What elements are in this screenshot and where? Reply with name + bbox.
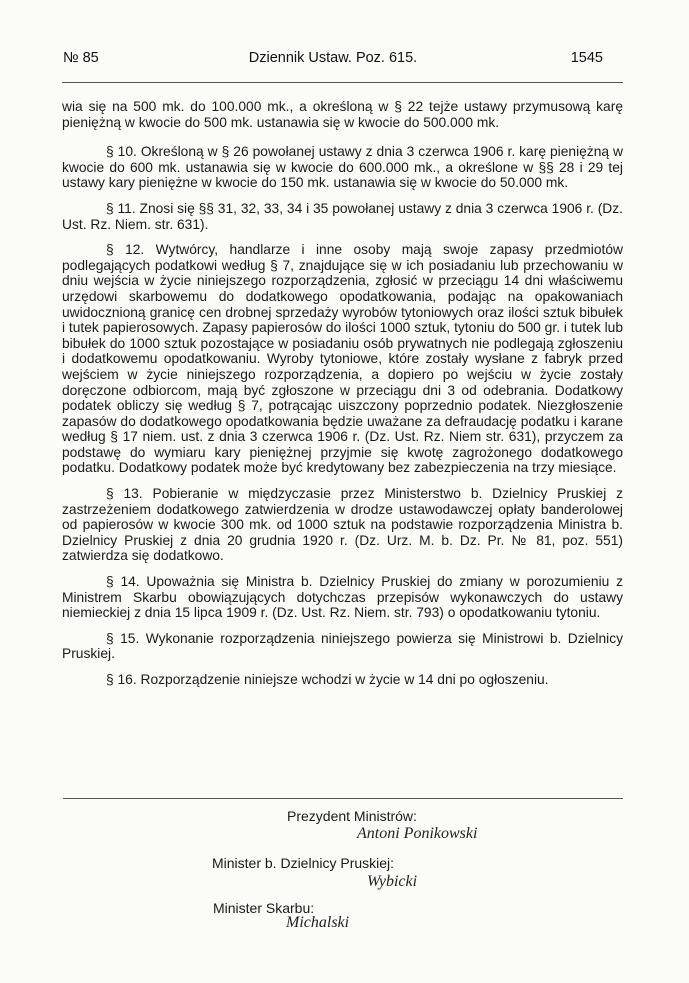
page-number: 1545: [570, 50, 603, 66]
signature-role-minister-treasury: Minister Skarbu:: [213, 900, 315, 916]
paragraph-continuation: wia się na 500 mk. do 100.000 mk., a określoną w § 22 tejże ustawy przymusową karę pieniężną w kwocie do 500 mk. ustanawia się w kwocie do 500.000 mk.: [62, 99, 623, 130]
signature-name-prime-minister: Antoni Ponikowski: [357, 825, 478, 842]
signature-role-minister-prussian-district: Minister b. Dzielnicy Pruskiej:: [212, 855, 395, 871]
paragraph-section-15: § 15. Wykonanie rozporządzenia niniejszego powierza się Ministrowi b. Dzielnicy Pruskiej.: [62, 630, 623, 662]
paragraph-section-11: § 11. Znosi się §§ 31, 32, 33, 34 i 35 powołanej ustawy z dnia 3 czerwca 1906 r. (Dz. Ust. Rz. Niem. str. 631).: [62, 200, 623, 232]
page-header: [63, 50, 603, 72]
paragraph-section-13: § 13. Pobieranie w międzyczasie przez Ministerstwo b. Dzielnicy Pruskiej z zastrzeżeniem dodatkowego zatwierdzenia w drodze ustawodawczej opłaty banderolowej od papierosów w kwocie 300 mk. od 1000 sztuk na podstawie rozporządzenia Ministra b. Dzielnicy Pruskiej z dnia 20 grudnia 1920 r. (Dz. Urz. M. b. Dz. Pr. № 81, poz. 551) zatwierdza się dodatkowo.: [62, 486, 623, 564]
paragraph-section-14: § 14. Upoważnia się Ministra b. Dzielnicy Pruskiej do zmiany w porozumieniu z Ministrem Skarbu obowiązujących dotychczas przepisów wykonawczych do ustawy niemieckiej z dnia 15 lipca 1909 r. (Dz. Ust. Rz. Niem. str. 793) o opodatkowaniu tytoniu.: [62, 574, 623, 621]
journal-title: Dziennik Ustaw. Poz. 615.: [248, 50, 418, 66]
document-body: [62, 99, 623, 698]
signature-role-prime-minister: Prezydent Ministrów:: [287, 808, 417, 824]
paragraph-section-16: § 16. Rozporządzenie niniejsze wchodzi w życie w 14 dni po ogłoszeniu.: [106, 672, 549, 687]
body-end-rule: [63, 798, 623, 799]
paragraph-section-12: § 12. Wytwórcy, handlarze i inne osoby mają swoje zapasy przedmiotów podlegających podatkowi według § 7, znajdujące się w ich posiadaniu lub przechowaniu w dniu wejścia w życie niniejszego rozporządzenia, zgłosić w przeciągu 14 dni właściwemu urzędowi skarbowemu do dodatkowego opodatkowania, podając na opakowaniach uwidocznioną granicę cen drobnej sprzedaży wyrobów tytoniowych oraz ilości sztuk bibułek i tutek papierosowych. Zapasy papierosów do ilości 1000 sztuk, tytoniu do 500 gr. i tutek lub bibułek do 1000 sztuk pozostające w posiadaniu osób prywatnych nie podlegają zgłoszeniu i dodatkowemu opodatkowaniu. Wyroby tytoniowe, które zostały wysłane z fabryk przed wejściem w życie niniejszego rozporządzenia, a dopiero po wejściu w życie zostały doręczone odbiorcom, mają być zgłoszone w przeciągu dni 3 od odebrania. Dodatkowy podatek obliczy się według § 7, potrącając uiszczony poprzednio podatek. Niezgłoszenie zapasów do dodatkowego opodatkowania będzie uważane za defraudację podatku i karane według § 17 niem. ust. z dnia 3 czerwca 1906 r. (Dz. Ust. Rz. Niem str. 631), przyczem za podstawę do wymiaru kary pieniężnej przyjmie się kwotę zagrożonego dodatkowego podatku. Dodatkowy podatek może być kredytowany bez zabezpieczenia na trzy miesiące.: [62, 242, 623, 476]
issue-number: № 85: [63, 50, 99, 66]
header-rule: [62, 82, 623, 83]
paragraph-section-10: § 10. Określoną w § 26 powołanej ustawy z dnia 3 czerwca 1906 r. karę pieniężną w kwocie do 600 mk. ustanawia się w kwocie do 600.000 mk., a określone w §§ 28 i 29 tej ustawy kary pieniężne w kwocie do 150 mk. ustanawia się w kwocie do 50.000 mk.: [62, 144, 623, 191]
signature-name-minister-treasury: Michalski: [286, 914, 350, 931]
signature-name-minister-prussian-district: Wybicki: [367, 873, 418, 890]
